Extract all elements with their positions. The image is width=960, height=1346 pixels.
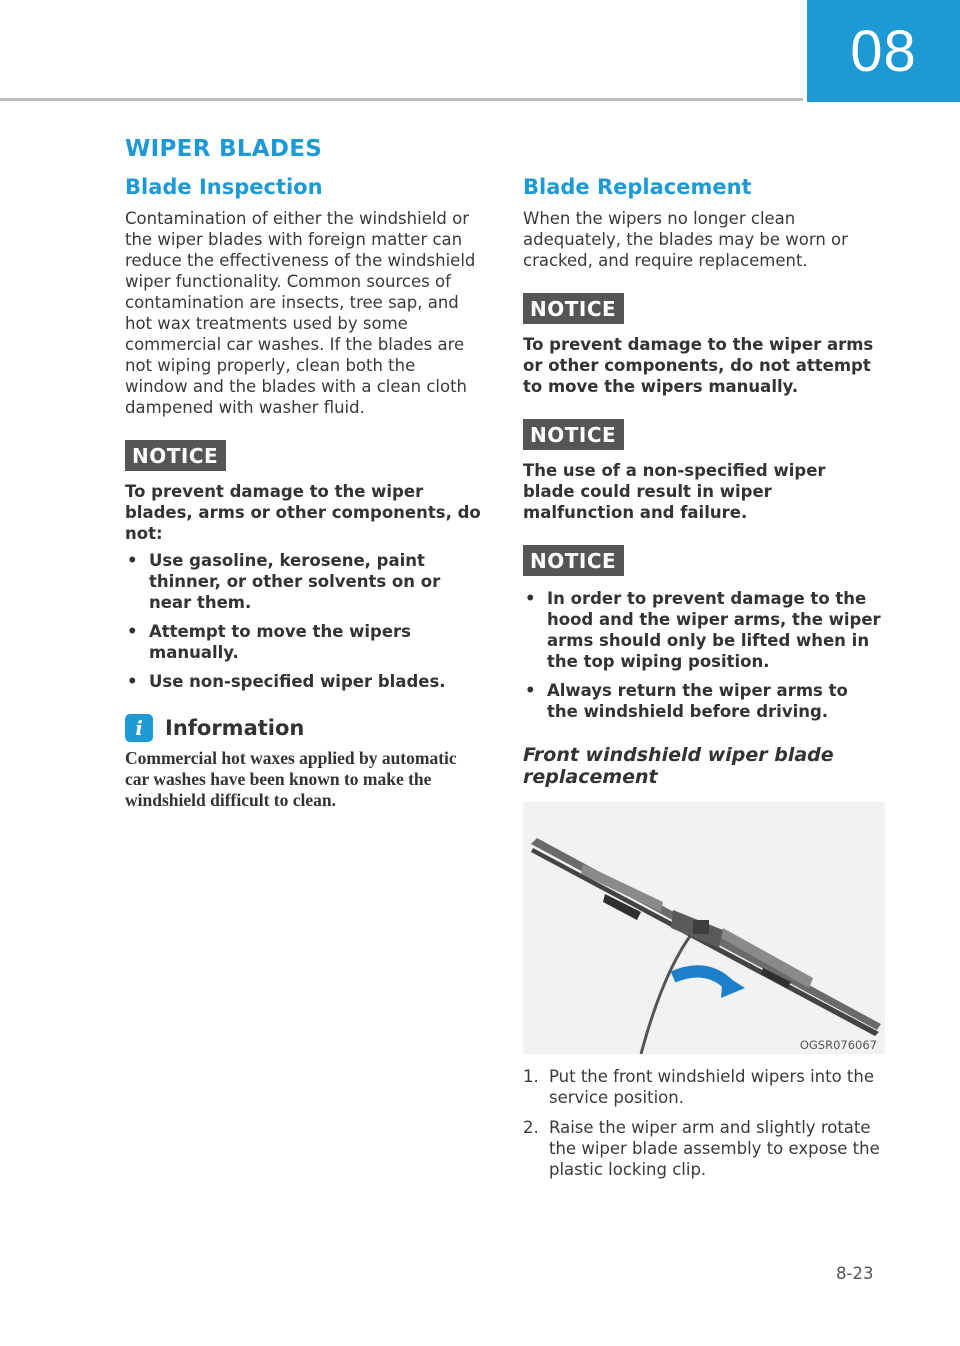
notice-block	[523, 419, 881, 523]
list-item: • Attempt to move the wipers manually.	[127, 622, 411, 662]
blade-replacement-heading: Blade Replacement	[523, 175, 752, 199]
locking-clip	[693, 920, 709, 934]
notice-text: To prevent damage to the wiper blades, arms or other components, do not:	[125, 482, 481, 543]
notice-text: To prevent damage to the wiper arms or other components, do not attempt to move the wipers manually.	[523, 335, 874, 396]
information-title: Information	[165, 716, 305, 740]
bullet: •	[127, 622, 138, 641]
information-text: Commercial hot waxes applied by automatic car washes have been known to make the windshield difficult to clean.	[125, 748, 457, 810]
notice-badge: NOTICE	[523, 419, 624, 450]
front-wiper-subheading: Front windshield wiper blade replacement	[523, 744, 834, 788]
bullet: •	[127, 551, 138, 570]
list-item: • Always return the wiper arms to the windshield before driving.	[525, 681, 848, 721]
wiper-blade-figure	[523, 802, 885, 1054]
step-number: 1.	[523, 1067, 539, 1086]
blade-inspection-heading: Blade Inspection	[125, 175, 323, 199]
arrow-head-icon	[721, 974, 745, 998]
notice-list	[523, 588, 881, 722]
bullet: •	[127, 672, 138, 691]
list-item: • In order to prevent damage to the hood and the wiper arms, the wiper arms should only be lifted when in the top wiping position.	[525, 589, 881, 671]
wiper-blade-illustration	[523, 802, 885, 1054]
notice-list	[125, 550, 483, 692]
header-divider	[0, 98, 803, 101]
bullet: •	[525, 589, 536, 608]
right-column	[523, 172, 881, 1189]
section-title: WIPER BLADES	[125, 136, 323, 162]
chapter-tab	[807, 0, 960, 102]
steps-list	[523, 1066, 881, 1180]
bullet: •	[525, 681, 536, 700]
chapter-number: 08	[850, 18, 917, 84]
list-item: • Use non-specified wiper blades.	[127, 672, 446, 691]
notice-block	[523, 293, 881, 397]
list-item: • Use gasoline, kerosene, paint thinner, or other solvents on or near them.	[127, 551, 441, 612]
left-column	[125, 172, 483, 811]
information-header	[125, 714, 483, 742]
notice-badge: NOTICE	[125, 440, 226, 471]
page-number: 8-23	[836, 1264, 874, 1283]
notice-block	[125, 440, 483, 692]
notice-text: The use of a non-specified wiper blade could result in wiper malfunction and failure.	[523, 461, 826, 522]
blade-inspection-paragraph: Contamination of either the windshield or the wiper blades with foreign matter can reduce the effectiveness of the windshield wiper functionality. Common sources of contamination are insects, tree sap, and hot wax treatments used by some commercial car washes. If the blades are not wiping properly, clean both the window and the blades with a clean cloth dampened with washer fluid.	[125, 209, 476, 417]
notice-badge: NOTICE	[523, 545, 624, 576]
list-item: 1. Put the front windshield wipers into the service position.	[523, 1067, 875, 1107]
notice-block	[523, 545, 881, 722]
list-item: 2. Raise the wiper arm and slightly rotate the wiper blade assembly to expose the plastic locking clip.	[523, 1118, 880, 1179]
info-icon: i	[125, 714, 153, 742]
wiper-arm	[641, 932, 693, 1054]
step-number: 2.	[523, 1118, 539, 1137]
figure-code: OGSR076067	[799, 1038, 877, 1052]
blade-replacement-paragraph: When the wipers no longer clean adequately, the blades may be worn or cracked, and require replacement.	[523, 209, 848, 270]
notice-badge: NOTICE	[523, 293, 624, 324]
